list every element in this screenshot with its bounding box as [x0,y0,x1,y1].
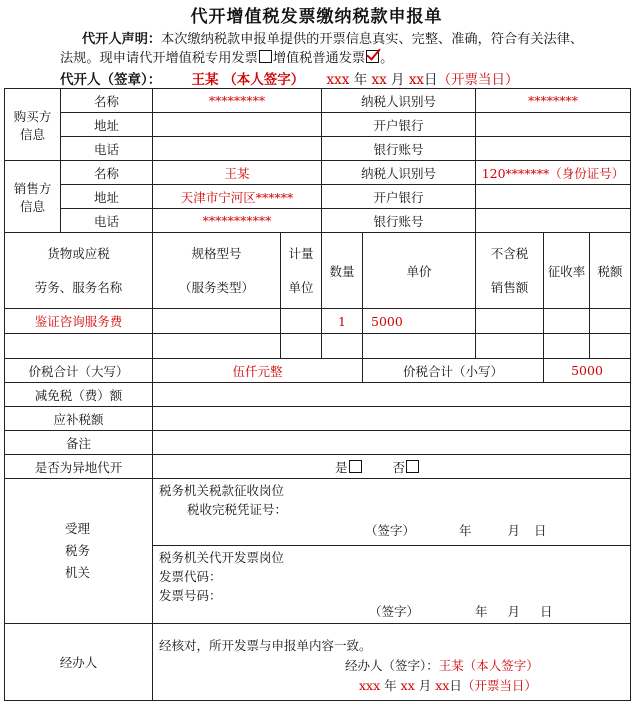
price-header: 单价 [363,233,476,309]
handler-content [153,624,631,701]
buyer-account-label: 银行账号 [322,137,476,161]
handler-date-note: （开票当日） [461,678,537,693]
agent-date-note: （开票当日） [437,72,519,88]
handler-date-month: xx [400,678,415,693]
item-row-2 [5,334,631,359]
total-upper-value[interactable]: 伍仟元整 [153,359,363,383]
seller-address-value[interactable]: 天津市宁河区****** [153,185,322,209]
relief-label: 减免税（费）额 [5,383,153,407]
item2-notax[interactable] [476,334,544,359]
buyer-section-label: 购买方信息 [5,89,61,161]
handler-date-line [159,676,624,696]
handler-sign-label: 经办人（签字）： [345,658,439,673]
handler-date-day: xx [435,678,450,693]
item2-qty[interactable] [322,334,363,359]
item2-unit[interactable] [281,334,322,359]
normal-invoice-checkbox[interactable] [366,50,379,63]
seller-phone-label: 电话 [61,209,153,233]
payable-row [5,407,631,431]
unit-header [281,233,322,309]
handler-row [5,624,631,701]
handler-note: 经核对，所开发票与申报单内容一致。 [159,638,372,653]
handler-year-label: 年 [384,678,397,693]
acceptance-section-label [5,479,153,624]
handler-day-label: 日 [449,678,462,693]
acceptance-row-1 [5,479,631,546]
post1-sign-date [365,521,547,540]
item2-price[interactable] [363,334,476,359]
buyer-name-value[interactable]: ********* [153,89,322,113]
declaration-text: 本次缴纳税款申报单提供的开票信息真实、完整、准确，符合有关法律、法规。现申请代开增值税专用发票 [60,32,584,66]
post2-month: 月 [507,604,521,619]
qty-header: 数量 [322,233,363,309]
item-notax[interactable] [476,309,544,334]
total-upper-label: 价税合计（大写） [5,359,153,383]
agent-signature: 王某 （本人签字） [191,72,305,88]
agent-date-month: xx [371,72,387,88]
seller-bank-label: 开户银行 [322,185,476,209]
spec-header-line1: 规格型号 [191,245,242,261]
offsite-yes-checkbox[interactable] [349,460,362,473]
items-header-row [5,233,631,309]
acceptance-l1: 受理 [65,521,91,536]
offsite-yes-label: 是 [335,459,348,475]
payable-value[interactable] [153,407,631,431]
item-spec[interactable] [153,309,281,334]
agent-year-label: 年 [353,72,368,88]
seller-account-value[interactable] [476,209,631,233]
unit-header-line2: 单位 [288,279,314,295]
buyer-phone-value[interactable] [153,137,322,161]
seller-account-label: 银行账号 [322,209,476,233]
seller-address-label: 地址 [61,185,153,209]
invoice-issue-post [153,546,631,624]
declaration-form-table [4,88,631,701]
goods-header-line2: 劳务、服务名称 [34,279,123,295]
offsite-no-label: 否 [392,459,405,475]
post1-sign-label: （签字） [365,523,416,538]
offsite-options [153,455,631,479]
handler-date-year: xxx [359,678,381,693]
page-title: 代开增值税发票缴纳税款申报单 [190,7,443,27]
buyer-address-value[interactable] [153,113,322,137]
buyer-address-label: 地址 [61,113,153,137]
item-row-1 [5,309,631,334]
post1-year: 年 [459,523,472,538]
item-tax[interactable] [590,309,631,334]
seller-taxid-label: 纳税人识别号 [322,161,476,185]
spec-header [153,233,281,309]
acceptance-l2: 税务 [65,543,91,558]
acceptance-l3: 机关 [65,565,91,580]
item2-name[interactable] [5,334,153,359]
agent-line [60,68,519,88]
declaration [60,30,585,68]
offsite-no-checkbox[interactable] [406,460,419,473]
special-invoice-checkbox[interactable] [259,50,272,63]
agent-label: 代开人（签章）： [60,72,162,88]
agent-day-label: 日 [424,72,438,88]
notax-header-line2: 销售额 [490,279,529,295]
declaration-label: 代开人声明： [82,32,162,47]
total-lower-label: 价税合计（小写） [363,359,544,383]
totals-row [5,359,631,383]
relief-row [5,383,631,407]
rate-header: 征收率 [544,233,590,309]
seller-row-phone [5,209,631,233]
buyer-account-value[interactable] [476,137,631,161]
post1-label: 税务机关税款征收岗位 [159,483,285,498]
goods-header-line1: 货物或应税 [47,245,110,261]
buyer-bank-label: 开户银行 [322,113,476,137]
declaration-mid: 增值税普通发票 [272,51,366,66]
payable-label: 应补税额 [5,407,153,431]
seller-name-label: 名称 [61,161,153,185]
post1-day: 日 [534,523,547,538]
invoice-code-label: 发票代码： [159,569,222,584]
relief-value[interactable] [153,383,631,407]
handler-section-label: 经办人 [5,624,153,701]
remark-label: 备注 [5,431,153,455]
buyer-bank-value[interactable] [476,113,631,137]
unit-header-line1: 计量 [288,245,314,261]
handler-month-label: 月 [418,678,432,693]
seller-name-value[interactable]: 王某 [153,161,322,185]
seller-row-name [5,161,631,185]
item-name[interactable]: 鉴证咨询服务费 [5,309,153,334]
agent-date-year: xxx [326,72,350,88]
notax-header [476,233,544,309]
tax-header: 税额 [590,233,631,309]
seller-row-address [5,185,631,209]
agent-month-label: 月 [391,72,405,88]
offsite-label: 是否为异地代开 [5,455,153,479]
handler-sign-line [159,656,624,676]
item2-tax[interactable] [590,334,631,359]
item-unit[interactable] [281,309,322,334]
post2-sign-date [369,602,553,621]
buyer-row-name [5,89,631,113]
post1-month: 月 [507,523,521,538]
seller-phone-value[interactable]: *********** [153,209,322,233]
item-price[interactable]: 5000 [363,309,476,334]
receipt-label: 税收完税凭证号： [187,502,288,517]
buyer-row-address [5,113,631,137]
item2-spec[interactable] [153,334,281,359]
buyer-taxid-label: 纳税人识别号 [322,89,476,113]
goods-header [5,233,153,309]
handler-signature: 王某（本人签字） [438,658,539,673]
post2-day: 日 [540,604,553,619]
offsite-row [5,455,631,479]
seller-taxid-value[interactable]: 120*******（身份证号） [476,161,631,185]
item-rate[interactable] [544,309,590,334]
declaration-end: 。 [380,51,394,66]
buyer-taxid-value[interactable]: ******** [476,89,631,113]
invoice-number-label: 发票号码： [159,588,222,603]
spec-header-line2: （服务类型） [178,279,254,295]
buyer-phone-label: 电话 [61,137,153,161]
remark-row [5,431,631,455]
item2-rate[interactable] [544,334,590,359]
buyer-row-phone [5,137,631,161]
seller-bank-value[interactable] [476,185,631,209]
tax-collection-post [153,479,631,546]
buyer-name-label: 名称 [61,89,153,113]
post2-label: 税务机关代开发票岗位 [159,550,285,565]
post2-year: 年 [475,604,488,619]
seller-section-label: 销售方信息 [5,161,61,233]
agent-date-day: xx [408,72,425,88]
item-qty[interactable]: 1 [322,309,363,334]
notax-header-line1: 不含税 [490,245,529,261]
total-lower-value[interactable]: 5000 [544,359,631,383]
remark-value[interactable] [153,431,631,455]
post2-sign-label: （签字） [369,604,420,619]
